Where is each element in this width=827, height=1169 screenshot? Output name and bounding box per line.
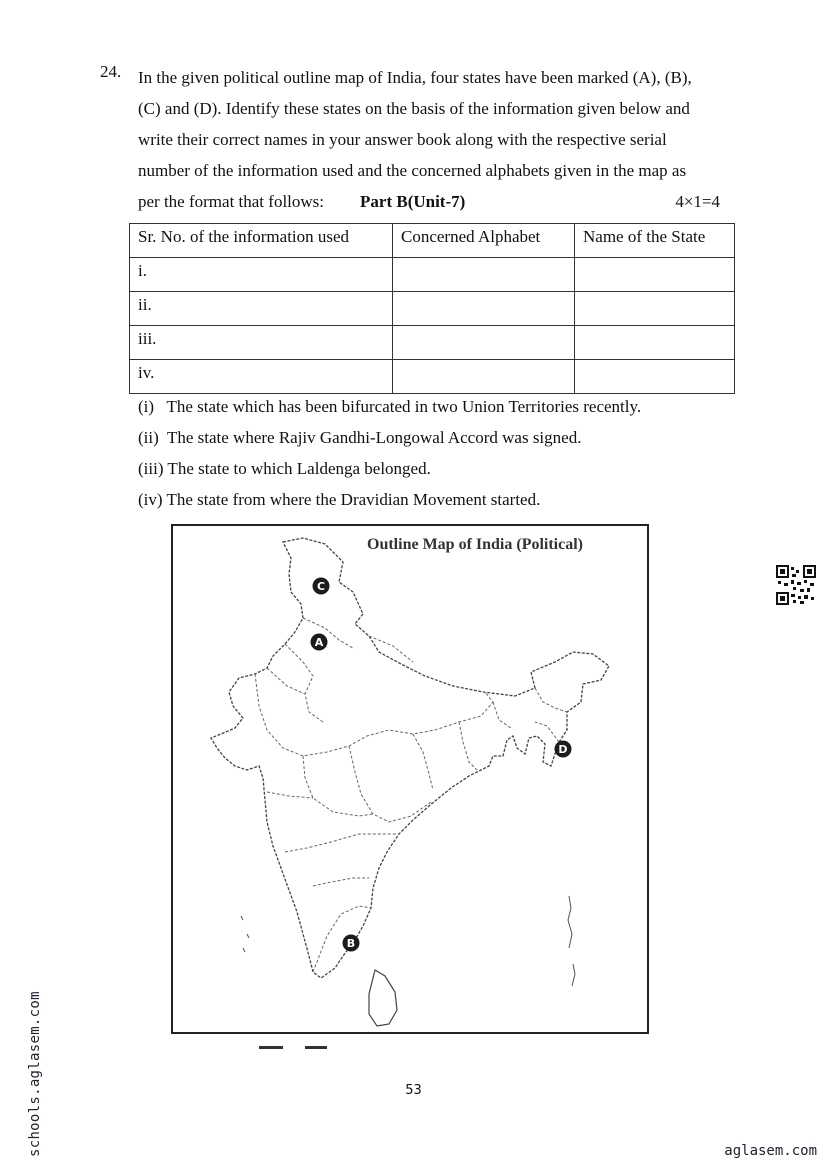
table-row [130,258,735,292]
part-label: Part B(Unit-7) [360,192,466,211]
answer-format-table [129,223,735,394]
footer-watermark: aglasem.com [724,1143,817,1159]
table-row [130,292,735,326]
clue-item: (iv) The state from where the Dravidian Movement started. [138,490,541,509]
table-header-cell: Concerned Alphabet [393,224,575,258]
india-outline-map [163,516,653,1052]
page-number: 53 [405,1083,422,1098]
clue-item: (iii) The state to which Laldenga belonged. [138,459,431,478]
question-line: In the given political outline map of India, four states have been marked (A), (B), [138,68,692,87]
marker-C [313,578,330,595]
question-number: 24. [100,62,122,81]
marker-D [555,741,572,758]
clue-item: (ii) The state where Rajiv Gandhi-Longowal Accord was signed. [138,428,582,447]
question-line-last [138,186,728,217]
table-cell [393,326,575,360]
question-line: write their correct names in your answer book along with the respective serial [138,130,667,149]
table-cell [575,360,735,394]
table-row [130,360,735,394]
table-cell [575,292,735,326]
map-svg [163,516,653,1052]
question-line: per the format that follows: [138,192,325,211]
marker-label: A [314,636,324,649]
marker-label: C [316,580,326,593]
table-header-row [130,224,735,258]
table-cell: i. [130,258,393,292]
clue-item: (i) The state which has been bifurcated in two Union Territories recently. [138,397,642,416]
question-line: number of the information used and the concerned alphabets given in the map as [138,161,687,180]
table-cell [575,258,735,292]
marker-label: B [346,937,356,950]
marker-A [311,634,328,651]
marks-label: 4×1=4 [675,192,720,211]
table-header-cell: Name of the State [575,224,735,258]
side-watermark: schools.aglasem.com [27,991,43,1157]
table-cell: iv. [130,360,393,394]
table-cell [393,360,575,394]
qr-code-icon [776,565,816,605]
clue-list [138,391,641,515]
table-cell: ii. [130,292,393,326]
marker-label: D [558,743,568,756]
table-cell [393,292,575,326]
table-row [130,326,735,360]
question-text [138,62,728,217]
table-cell [393,258,575,292]
map-frame [172,525,648,1033]
question-line: (C) and (D). Identify these states on the basis of the information given below and [138,99,690,118]
map-title: Outline Map of India (Political) [367,536,583,553]
scan-artifact [259,1046,283,1049]
table-cell [575,326,735,360]
table-cell: iii. [130,326,393,360]
scan-artifact [305,1046,327,1049]
table-header-cell: Sr. No. of the information used [130,224,393,258]
marker-B [343,935,360,952]
